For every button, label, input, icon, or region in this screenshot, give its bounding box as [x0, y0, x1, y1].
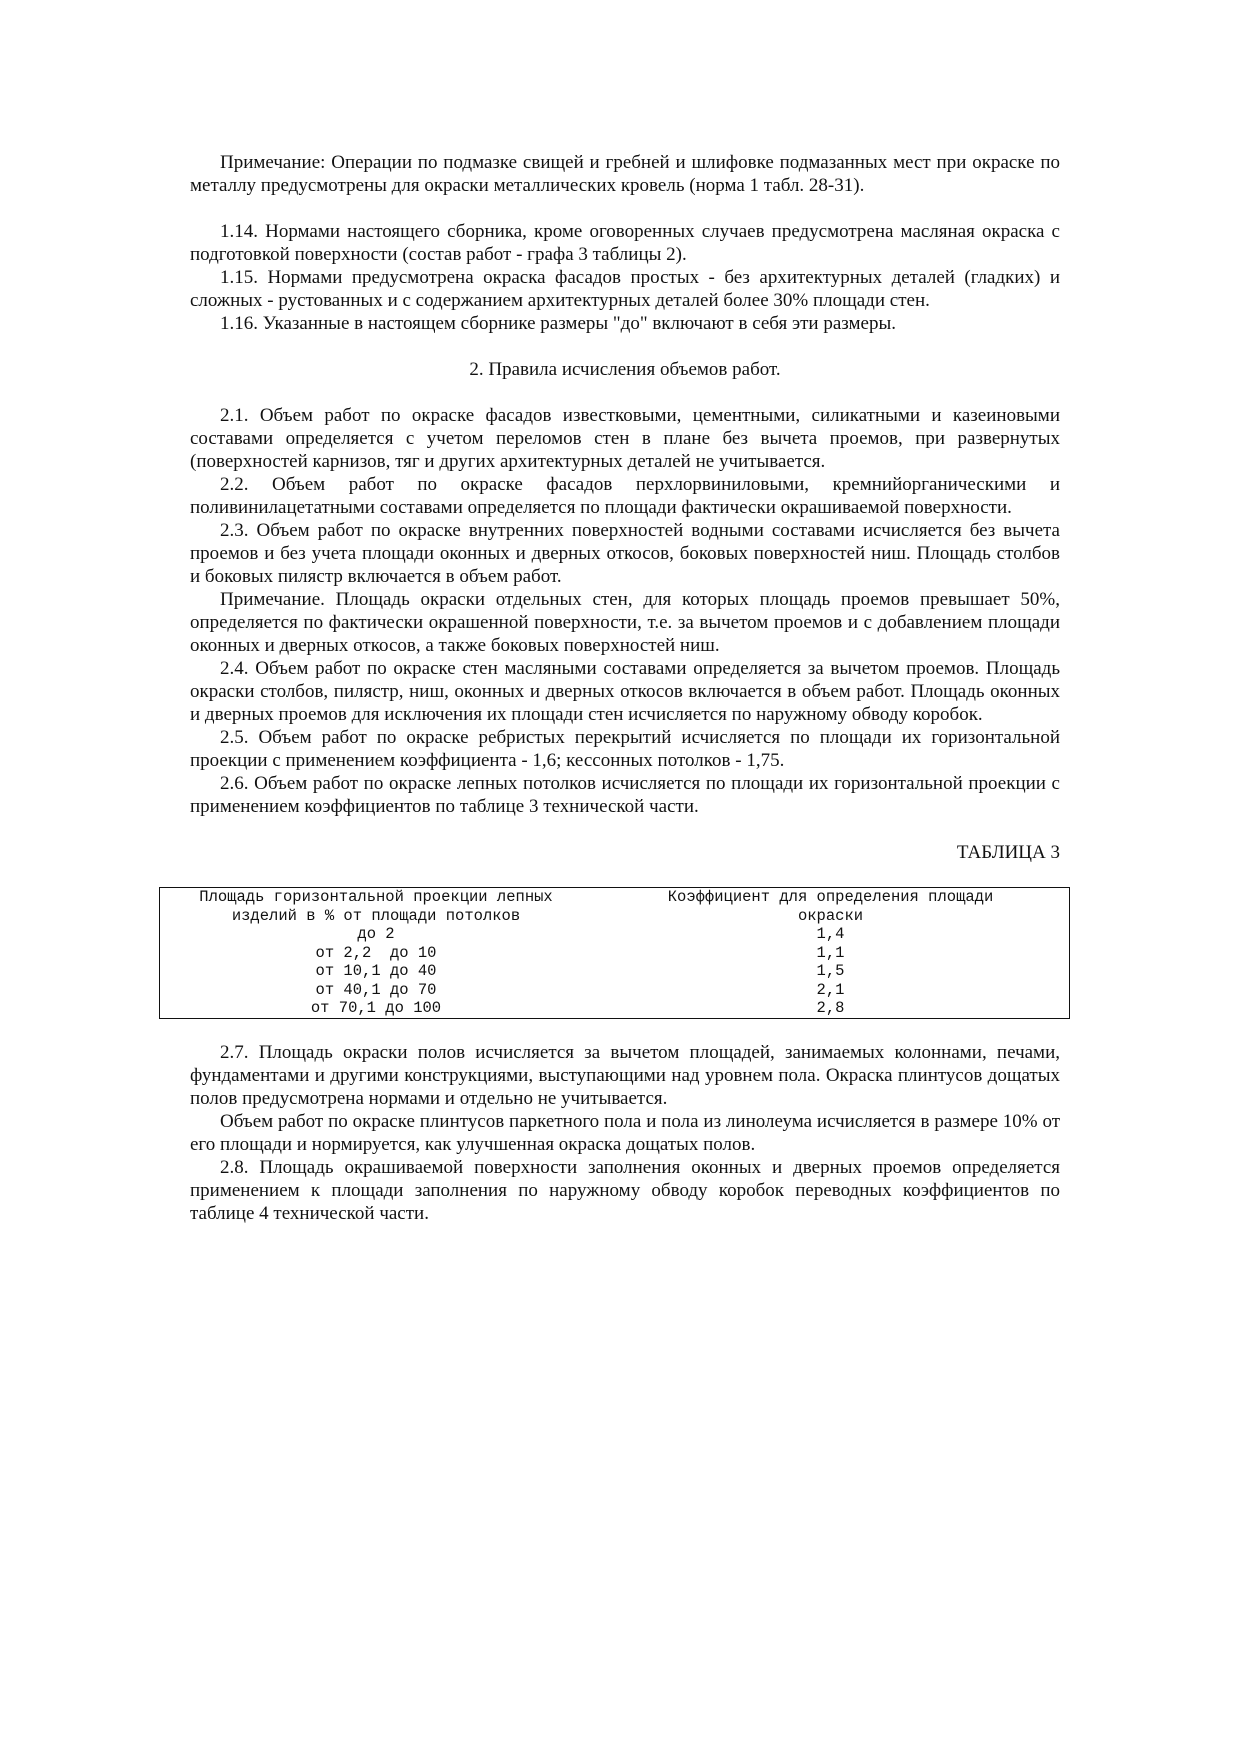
coefficient-cell: 1,5	[816, 962, 845, 980]
paragraph-2-7: 2.7. Площадь окраски полов исчисляется за вычетом площадей, занимаемых колоннами, печами, фундаментами и другими конструкциями, выступающими над уровнем пола. Окраска плинтусов дощатых полов предусмотрена нормами и отдельно не учитывается.	[190, 1041, 1060, 1109]
header-cell: окраски	[797, 906, 864, 925]
coefficient-cell: 1,1	[816, 943, 845, 962]
section-2-title: 2. Правила исчисления объемов работ.	[469, 359, 781, 380]
paragraph-2-8: 2.8. Площадь окрашиваемой поверхности заполнения оконных и дверных проемов определяется применением к площади заполнения по наружному обводу коробок переводных коэффициентов по таблице 4 технической части.	[190, 1156, 1060, 1224]
coefficient-table	[159, 887, 1070, 1019]
note-paragraph: Примечание: Операции по подмазке свищей и гребней и шлифовке подмазанных мест при окраске по металлу предусмотрены для окраски металлических кровель (норма 1 табл. 28-31).	[190, 152, 1060, 196]
header-cell: Коэффициент для определения площади	[667, 888, 994, 906]
area-cell: от 70,1 до 100	[310, 999, 442, 1017]
paragraph-2-4: 2.4. Объем работ по окраске стен масляными составами определяется за вычетом проемов. Площадь окраски столбов, пилястр, ниш, оконных и дверных откосов включается в объем работ. Площадь оконных и дверных проемов для исключения их площади стен исчисляется по наружному обводу коробок.	[190, 658, 1060, 725]
coefficient-cell: 1,4	[816, 925, 845, 943]
area-cell: до 2	[357, 925, 395, 943]
area-cell: от 40,1 до 70	[315, 980, 437, 999]
table-header-row	[160, 907, 1070, 926]
note-paragraph-2: Примечание. Площадь окраски отдельных стен, для которых площадь проемов превышает 50%, определяется по фактически окрашенной поверхности, т.е. за вычетом проемов и с добавлением площади оконных и дверных откосов, а также боковых поверхностей ниш.	[190, 589, 1060, 656]
document-page	[190, 151, 1060, 1225]
table-header-row	[160, 888, 1070, 907]
table-row	[160, 944, 1070, 963]
paragraph-1-16: 1.16. Указанные в настоящем сборнике размеры "до" включают в себя эти размеры.	[220, 313, 896, 334]
table-row	[160, 962, 1070, 981]
paragraph-1-15: 1.15. Нормами предусмотрена окраска фасадов простых - без архитектурных деталей (гладких) и сложных - рустованных и с содержанием архитектурных деталей более 30% площади стен.	[190, 267, 1060, 311]
table-row	[160, 925, 1070, 944]
paragraph-2-5: 2.5. Объем работ по окраске ребристых перекрытий исчисляется по площади их горизонтальной проекции с применением коэффициента - 1,6; кессонных потолков - 1,75.	[190, 727, 1060, 771]
paragraph-2-7-b: Объем работ по окраске плинтусов паркетного пола и пола из линолеума исчисляется в размере 10% от его площади и нормируется, как улучшенная окраска дощатых полов.	[190, 1110, 1060, 1155]
paragraph-2-6: 2.6. Объем работ по окраске лепных потолков исчисляется по площади их горизонтальной проекции с применением коэффициентов по таблице 3 технической части.	[190, 773, 1060, 817]
paragraph-1-14: 1.14. Нормами настоящего сборника, кроме оговоренных случаев предусмотрена масляная окраска с подготовкой поверхности (состав работ - графа 3 таблицы 2).	[190, 221, 1060, 265]
table-row	[160, 999, 1070, 1018]
header-cell: Площадь горизонтальной проекции лепных	[199, 888, 553, 906]
paragraph-2-1: 2.1. Объем работ по окраске фасадов известковыми, цементными, силикатными и казеиновыми составами определяется с учетом переломов стен в плане без вычета проемов, при развернутых (поверхностей карнизов, тяг и других архитектурных деталей не учитывается.	[190, 405, 1060, 472]
paragraph-2-2: 2.2. Объем работ по окраске фасадов перхлорвиниловыми, кремнийорганическими и поливинилацетатными составами определяется по площади фактически окрашиваемой поверхности.	[190, 474, 1060, 518]
table-row	[160, 981, 1070, 1000]
coefficient-cell: 2,1	[816, 980, 845, 999]
header-cell: изделий в % от площади потолков	[231, 906, 521, 925]
area-cell: от 10,1 до 40	[315, 962, 437, 980]
paragraph-2-3: 2.3. Объем работ по окраске внутренних поверхностей водными составами исчисляется без вычета проемов и без учета площади оконных и дверных откосов, боковых поверхностей ниш. Площадь столбов и боковых пилястр включается в объем работ.	[190, 520, 1060, 587]
area-cell: от 2,2 до 10	[315, 943, 437, 962]
table-caption: ТАБЛИЦА 3	[956, 842, 1060, 863]
coefficient-cell: 2,8	[816, 999, 845, 1017]
